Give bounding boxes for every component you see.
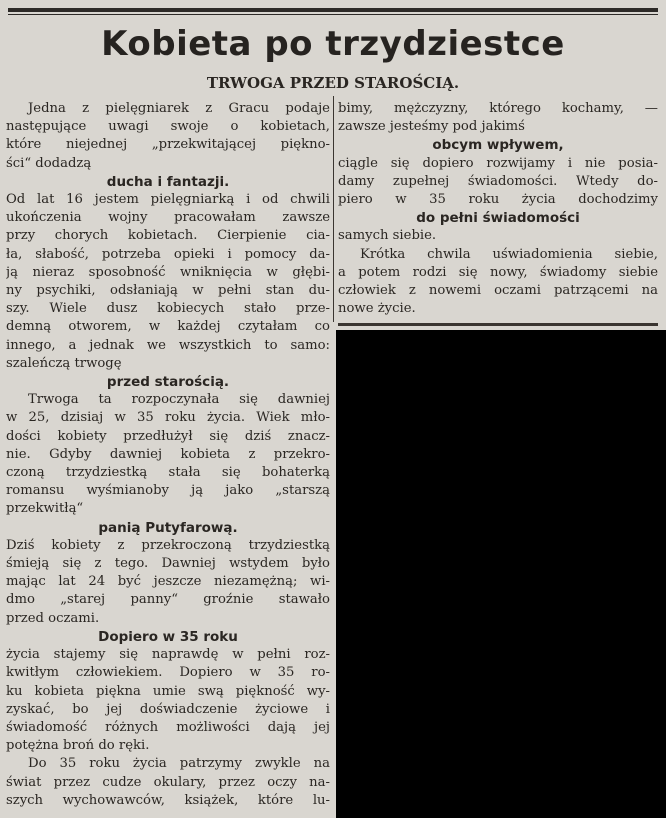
text-line: nie. Gdyby dawniej kobieta z przekro- — [6, 446, 330, 462]
text-line: szaleńczą trwogę — [6, 355, 122, 371]
right-column — [338, 100, 658, 318]
text-line: Dziś kobiety z przekroczoną trzydziestką — [6, 537, 330, 553]
text-line: ciągle się dopiero rozwijamy i nie posia- — [338, 155, 658, 171]
text-line: w 25, dzisiaj w 35 roku życia. Wiek mło- — [6, 410, 330, 426]
text-line: samych siebie. — [338, 228, 437, 244]
text-line: następujące uwagi swoje o kobietach, — [6, 119, 330, 135]
text-line: a potem rodzi się nowy, świadomy siebie — [338, 264, 658, 280]
text-line: innego, a jednak we wszystkich to samo: — [6, 337, 330, 353]
text-line: ła, słabość, potrzeba opieki i pomocy da- — [6, 246, 330, 262]
article-title: Kobieta po trzydziestce — [101, 24, 565, 64]
text-line: które niejednej „przekwitającej piękno- — [6, 137, 330, 153]
text-line: dości kobiety przedłużył się dziś znacz- — [6, 428, 330, 444]
text-line: kwitłym człowiekiem. Dopiero w 35 ro- — [6, 665, 330, 681]
paragraph-start-line: Jedna z pielęgniarek z Gracu podaje — [28, 101, 330, 116]
article-subtitle: TRWOGA PRZED STAROŚCIĄ. — [206, 74, 460, 92]
text-line: zyskać, bo jej doświadczenie życiowe i — [6, 701, 330, 717]
paragraph-start-line: Trwoga ta rozpoczynała się dawniej — [28, 392, 330, 408]
paragraph-start-line: Krótka chwila uświadomienia siebie, — [360, 246, 658, 262]
paragraph-start-line: Do 35 roku życia patrzymy zwykle na — [28, 756, 330, 772]
text-line: dmo „starej panny“ groźnie stawało — [6, 592, 330, 608]
left-column — [6, 100, 330, 810]
text-line: ści“ dodadzą — [6, 155, 92, 171]
text-line: śmieją się z tego. Dawniej wstydem było — [6, 556, 330, 572]
text-line: romansu wyśmianoby ją jako „starszą — [6, 483, 330, 499]
section-heading: Dopiero w 35 roku — [98, 628, 238, 645]
text-line: ją nieraz sposobność wniknięcia w głębi- — [6, 264, 330, 280]
top-rule — [8, 8, 658, 12]
right-column-end-rule — [338, 323, 658, 326]
text-line: przed oczami. — [6, 610, 100, 626]
column-divider — [333, 96, 334, 322]
text-line: demną otworem, w każdej czytałam co — [6, 319, 330, 335]
text-line: Od lat 16 jestem pielęgniarką i od chwili — [6, 192, 330, 208]
section-heading: do pełni świadomości — [416, 210, 580, 227]
text-line: damy zupełnej świadomości. Wtedy do- — [338, 173, 658, 189]
text-line: życia stajemy się naprawdę w pełni roz- — [6, 647, 330, 663]
text-line: człowiek z nowemi oczami patrzącemi na — [338, 283, 658, 299]
text-line: czoną trzydziestką stała się bohaterką — [6, 465, 330, 481]
text-line: ukończenia wojny pracowałam zawsze — [6, 210, 330, 226]
text-line: potężna broń do ręki. — [6, 738, 150, 754]
text-line: ku kobieta piękna umie swą piękność wy- — [6, 683, 330, 699]
text-line: bimy, mężczyzny, którego kochamy, — — [338, 101, 658, 116]
section-heading: panią Putyfarową. — [98, 519, 238, 536]
text-line: świadomość różnych możliwości dają jej — [6, 719, 330, 735]
text-line: szych wychowawców, książek, które lu- — [6, 792, 330, 808]
text-line: nowe życie. — [338, 301, 416, 317]
section-heading: przed starością. — [106, 374, 230, 391]
text-line: mając lat 24 być jeszcze niezamężną; wi- — [6, 574, 330, 590]
text-line: zawsze jesteśmy pod jakimś — [338, 119, 525, 135]
text-line: przy chorych kobietach. Cierpienie cia- — [6, 228, 330, 244]
top-rule-thin — [8, 14, 658, 15]
masked-area — [336, 330, 666, 818]
section-heading: ducha i fantazji. — [106, 173, 230, 190]
text-line: ny psychiki, odsłaniają w pełni stan du- — [6, 283, 330, 299]
text-line: szy. Wiele dusz kobiecych stało prze- — [6, 301, 330, 317]
section-heading: obcym wpływem, — [432, 137, 564, 154]
text-line: świat przez cudze okulary, przez oczy na- — [6, 774, 330, 790]
text-line: piero w 35 roku życia dochodzimy — [338, 192, 658, 208]
text-line: przekwitłą“ — [6, 501, 84, 517]
